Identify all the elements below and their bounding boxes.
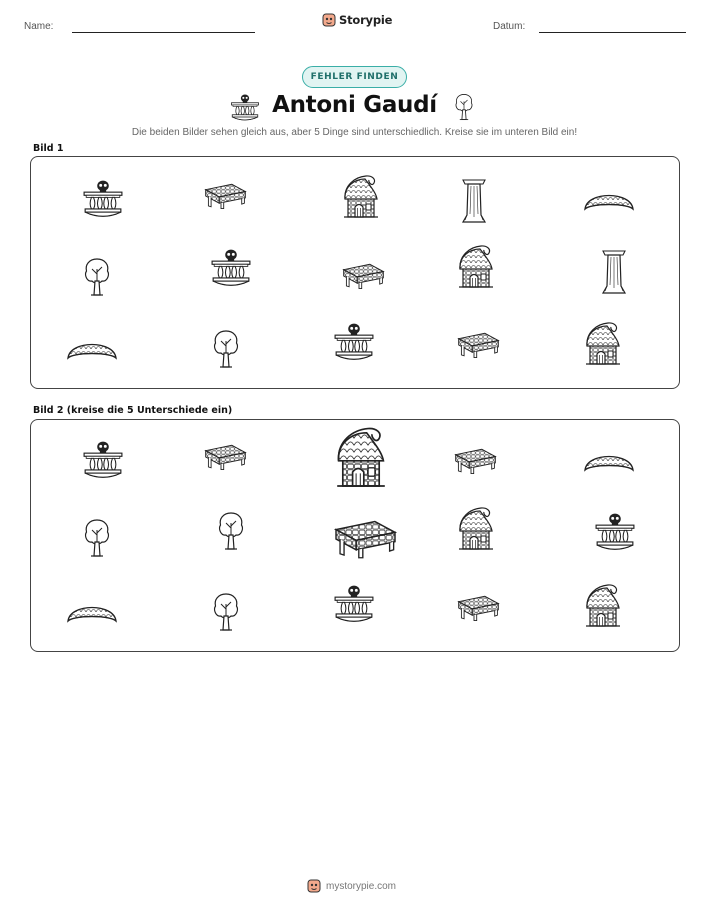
mosaic-bench-icon[interactable] — [203, 443, 248, 471]
mosaic-bench-icon — [203, 182, 248, 210]
tree-column-icon — [601, 248, 627, 296]
mushroom-house-icon[interactable] — [583, 582, 623, 630]
brand-logo — [322, 13, 392, 27]
mosaic-bench-icon[interactable] — [332, 518, 399, 560]
title-tree-icon — [453, 93, 475, 121]
name-line[interactable] — [72, 32, 255, 33]
balcony-skull-icon[interactable] — [333, 582, 375, 627]
tree-icon[interactable] — [216, 507, 246, 555]
tree-column-icon — [461, 177, 487, 225]
mosaic-dome-icon — [66, 334, 118, 364]
storypie-mascot-icon — [322, 13, 336, 27]
mushroom-house-icon — [341, 173, 381, 221]
footer — [307, 879, 396, 893]
tree-icon — [82, 253, 112, 301]
balcony-skull-icon — [210, 246, 252, 291]
mosaic-bench-icon[interactable] — [453, 447, 498, 475]
brand-name: Storypie — [339, 13, 393, 27]
mosaic-bench-icon[interactable] — [456, 594, 501, 622]
mushroom-house-icon — [456, 243, 496, 291]
mushroom-house-icon — [583, 320, 623, 368]
balcony-skull-icon[interactable] — [594, 510, 636, 555]
storypie-mascot-icon — [307, 879, 321, 893]
date-label: Datum: — [493, 21, 526, 32]
mushroom-house-icon[interactable] — [333, 424, 389, 492]
name-label: Name: — [24, 21, 54, 32]
page-title: Antoni Gaudí — [272, 92, 437, 118]
tree-icon[interactable] — [82, 514, 112, 562]
instructions: Die beiden Bilder sehen gleich aus, aber 5 Dinge sind unterschiedlich. Kreise sie im unteren Bild ein! — [131, 127, 578, 138]
mosaic-dome-icon — [583, 185, 635, 215]
balcony-skull-icon — [82, 177, 124, 222]
mosaic-bench-icon — [341, 262, 386, 290]
date-line[interactable] — [539, 32, 686, 33]
mosaic-dome-icon[interactable] — [66, 597, 118, 627]
mosaic-bench-icon — [456, 331, 501, 359]
mushroom-house-icon[interactable] — [456, 505, 496, 553]
activity-badge: FEHLER FINDEN — [302, 66, 407, 88]
tree-icon[interactable] — [211, 588, 241, 636]
picture1-label: Bild 1 — [33, 143, 64, 154]
balcony-skull-icon — [333, 320, 375, 365]
balcony-skull-icon[interactable] — [82, 438, 124, 483]
footer-url: mystorypie.com — [326, 880, 397, 892]
picture2-label: Bild 2 (kreise die 5 Unterschiede ein) — [33, 405, 233, 416]
tree-icon — [211, 325, 241, 373]
mosaic-dome-icon[interactable] — [583, 446, 635, 476]
